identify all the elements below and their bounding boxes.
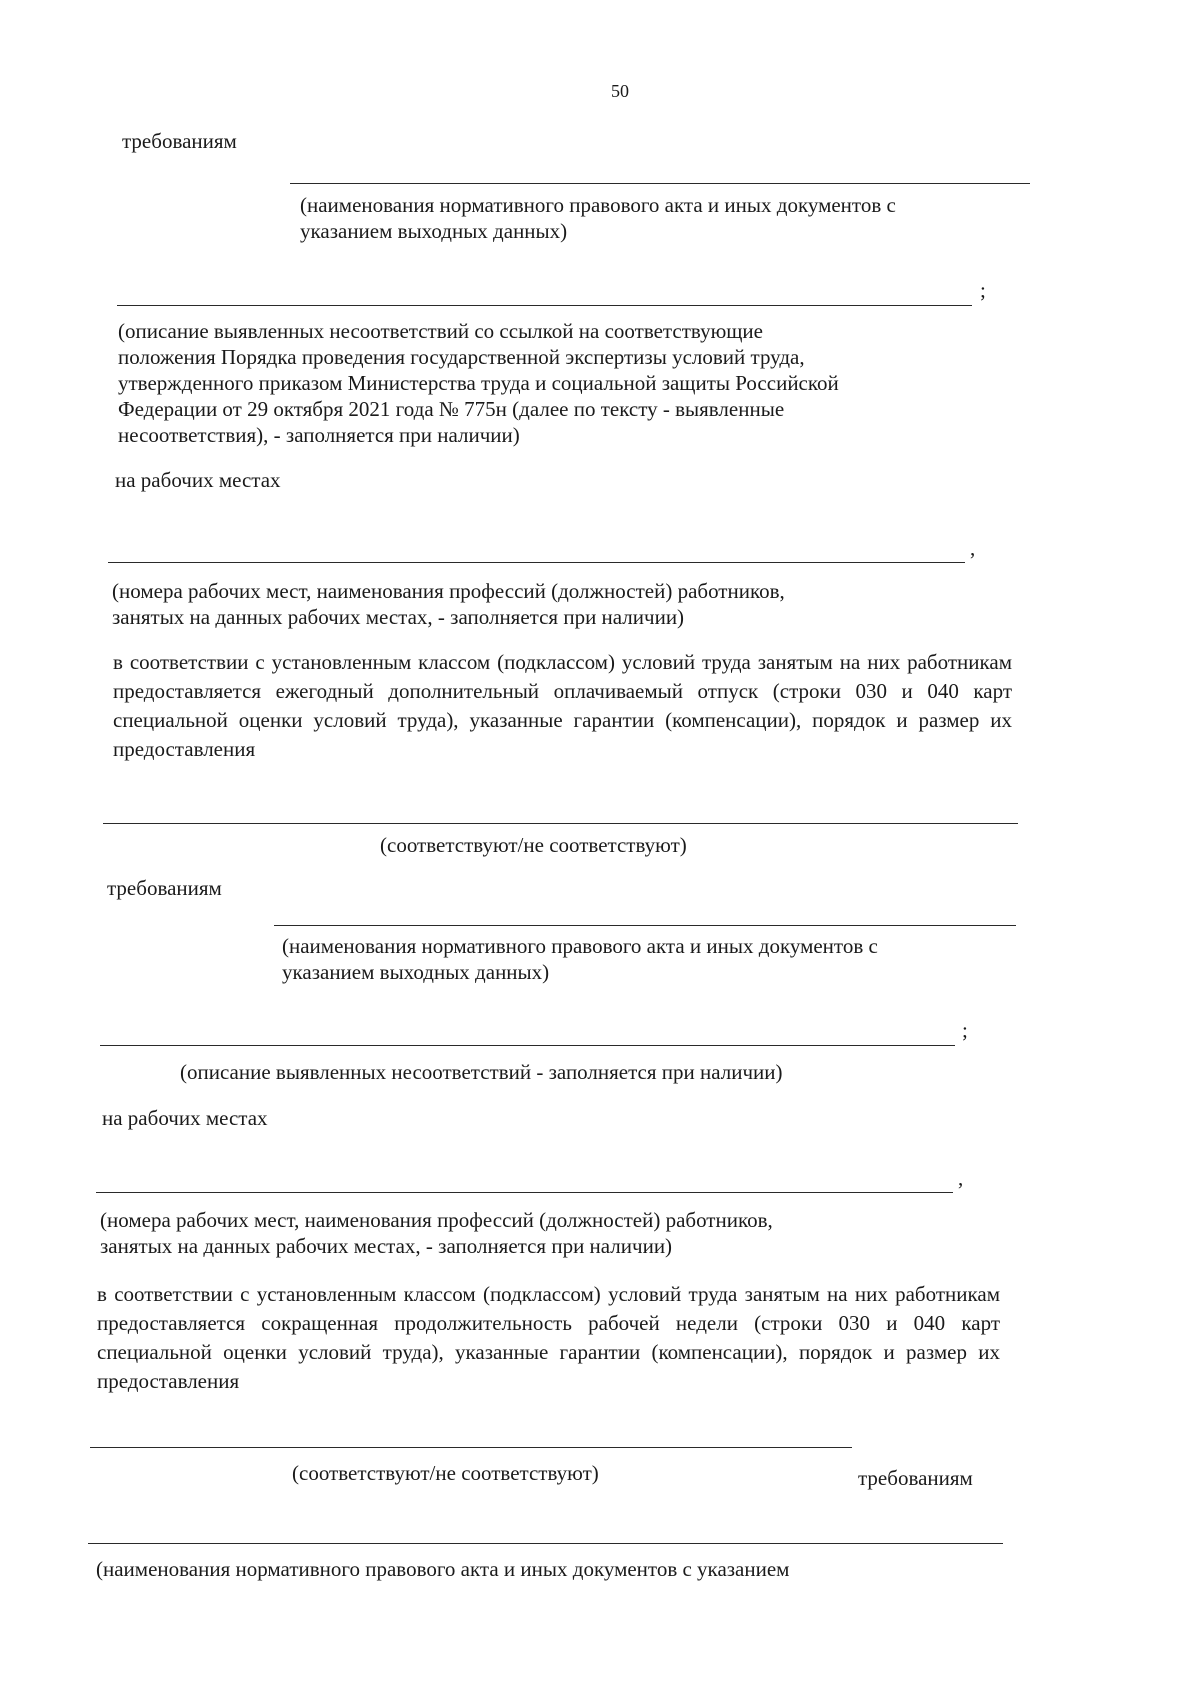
reduced-hours-paragraph: в соответствии с установленным классом (подклассом) условий труда занятым на них работникам предоставляется сокращенная продолжительность рабочей недели (строки 030 и 040 карт специальной оценки условий труда), указанные гарантии (компенсации), порядок и размер их предоставления xyxy=(97,1282,1000,1393)
page-number: 50 xyxy=(611,81,629,101)
requirements-label: требованиям xyxy=(107,876,222,900)
semicolon-mark: ; xyxy=(962,1018,968,1042)
conformity-caption: (соответствуют/не соответствуют) xyxy=(292,1461,599,1485)
act-name-caption-line2: указанием выходных данных) xyxy=(300,219,568,243)
act-name-field-line[interactable] xyxy=(290,183,1030,184)
act-name-caption-line1: (наименования нормативного правового акта и иных документов с xyxy=(282,934,878,958)
discrepancy-field-line[interactable] xyxy=(117,305,972,306)
discrepancy-caption-line1: (описание выявленных несоответствий со ссылкой на соответствующие xyxy=(118,319,763,343)
requirements-label-right: требованиям xyxy=(858,1466,973,1490)
conformity-field-line[interactable] xyxy=(90,1447,852,1448)
additional-leave-paragraph: в соответствии с установленным классом (подклассом) условий труда занятым на них работникам предоставляется ежегодный дополнительный оплачиваемый отпуск (строки 030 и 040 карт специальной оценки условий труда), указанные гарантии (компенсации), порядок и размер их предоставления xyxy=(113,650,1012,761)
conformity-caption: (соответствуют/не соответствуют) xyxy=(380,833,687,857)
workplaces-label: на рабочих местах xyxy=(102,1106,268,1130)
act-name-caption-line2: указанием выходных данных) xyxy=(282,960,550,984)
conformity-field-line[interactable] xyxy=(103,823,1018,824)
workplaces-caption-line1: (номера рабочих мест, наименования профессий (должностей) работников, xyxy=(100,1208,773,1232)
workplaces-label: на рабочих местах xyxy=(115,468,281,492)
discrepancy-caption-line2: положения Порядка проведения государственной экспертизы условий труда, xyxy=(118,345,805,369)
workplaces-caption-line1: (номера рабочих мест, наименования профессий (должностей) работников, xyxy=(112,579,785,603)
act-name-field-line[interactable] xyxy=(88,1543,1003,1544)
workplaces-field-line[interactable] xyxy=(108,562,965,563)
comma-mark: , xyxy=(970,536,976,560)
discrepancy-field-line[interactable] xyxy=(100,1045,955,1046)
comma-mark: , xyxy=(958,1166,964,1190)
semicolon-mark: ; xyxy=(980,278,986,302)
workplaces-caption-line2: занятых на данных рабочих местах, - заполняется при наличии) xyxy=(112,605,685,629)
discrepancy-caption-line4: Федерации от 29 октября 2021 года № 775н (далее по тексту - выявленные xyxy=(118,397,785,421)
workplaces-field-line[interactable] xyxy=(96,1192,953,1193)
act-name-caption-line1: (наименования нормативного правового акта и иных документов с xyxy=(300,193,896,217)
discrepancy-caption-line5: несоответствия), - заполняется при наличии) xyxy=(118,423,520,447)
act-name-field-line[interactable] xyxy=(274,925,1016,926)
discrepancy-caption-line3: утвержденного приказом Министерства труда и социальной защиты Российской xyxy=(118,371,839,395)
workplaces-caption-line2: занятых на данных рабочих местах, - заполняется при наличии) xyxy=(100,1234,673,1258)
requirements-label: требованиям xyxy=(122,129,237,153)
discrepancy-caption: (описание выявленных несоответствий - заполняется при наличии) xyxy=(180,1060,783,1084)
act-name-caption-partial: (наименования нормативного правового акта и иных документов с указанием xyxy=(96,1557,790,1581)
